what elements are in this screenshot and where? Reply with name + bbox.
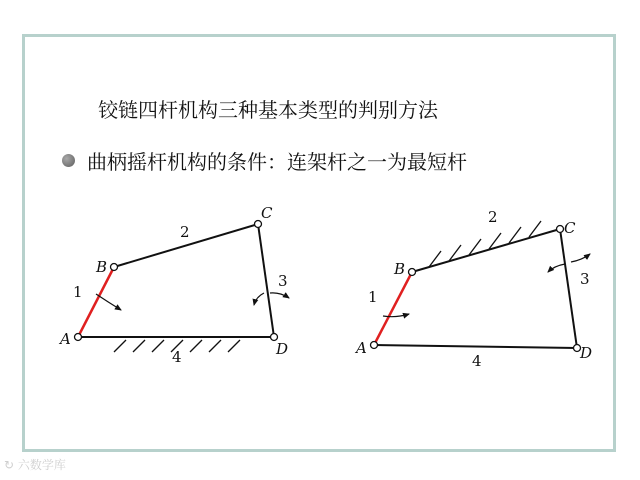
bullet-text: 曲柄摇杆机构的条件：连架杆之一为最短杆 [87,150,467,174]
label-d-right: D [580,344,593,362]
link-2-frame-right [412,229,560,272]
link-3-rocker-left [258,224,274,337]
link-3-right [560,229,577,348]
label-a-right: A [356,339,367,357]
joint-b-left [111,264,118,271]
joint-a-left [75,334,82,341]
oscillation-arrow-3-left-b [270,293,289,298]
label-b-right: B [394,260,406,278]
oscillation-arrow-3-right-b [571,254,590,262]
mechanism-right [354,208,592,370]
mechanism-left [58,204,289,366]
oscillation-arrow-3-left-a [254,293,264,305]
label-link-1-left: 1 [73,283,83,301]
label-link-2-left: 2 [180,223,190,241]
link-1-crank-right [374,272,412,345]
label-b-left: B [96,258,108,276]
label-c-left: C [261,204,273,222]
label-link-3-right: 3 [580,270,590,288]
joint-a-right [371,342,378,349]
label-link-4-left: 4 [172,348,182,366]
ground-hatch-right [429,221,541,267]
rotation-arrow-1-right [383,314,409,317]
link-4-right [374,345,577,348]
label-link-4-right: 4 [472,352,482,370]
label-link-3-left: 3 [278,272,288,290]
rotation-arrow-1-left [96,294,121,310]
slide-title: 铰链四杆机构三种基本类型的判别方法 [98,98,438,122]
label-d-left: D [276,340,289,358]
joint-c-right [557,226,564,233]
joint-b-right [409,269,416,276]
label-link-2-right: 2 [488,208,498,226]
watermark: ↻ 六数学库 [4,458,66,472]
label-link-1-right: 1 [368,288,378,306]
label-c-right: C [564,219,576,237]
oscillation-arrow-3-right-a [548,264,565,272]
label-a-left: A [60,330,71,348]
